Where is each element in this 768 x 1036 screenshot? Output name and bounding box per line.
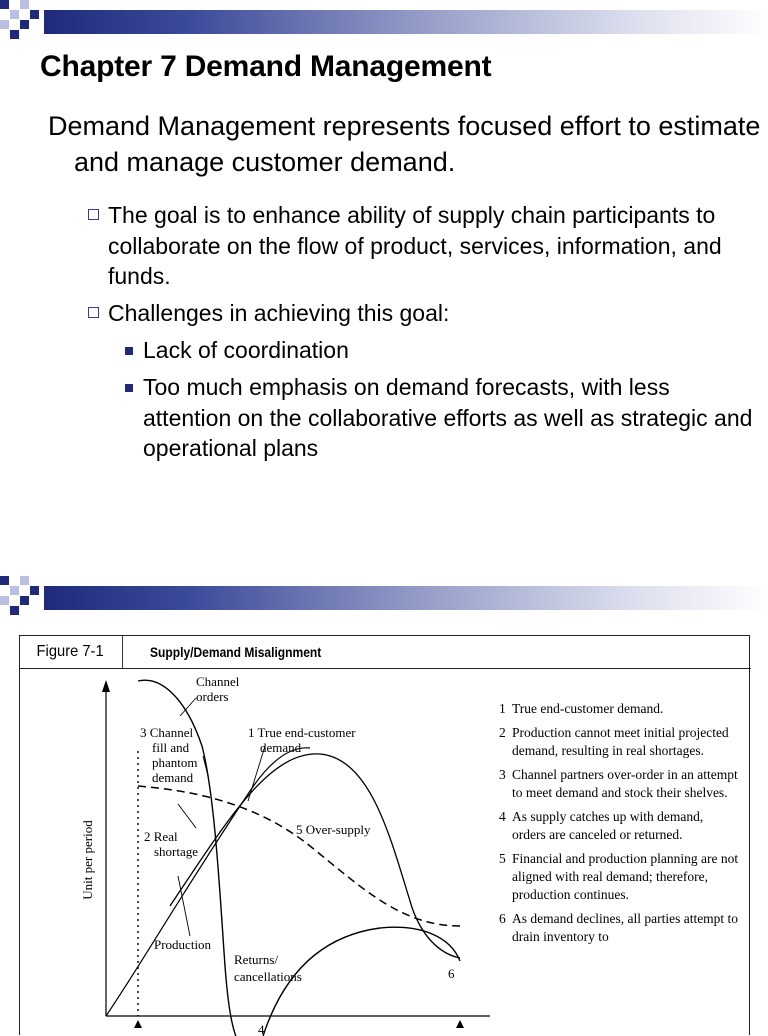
corner-square (30, 586, 39, 595)
corner-square (10, 30, 19, 39)
hollow-square-bullet-icon (88, 307, 99, 318)
legend-number: 4 (499, 809, 506, 824)
legend-item (499, 910, 739, 946)
gradient-strip (44, 586, 768, 610)
figure-title: Supply/Demand Misalignment (150, 644, 322, 660)
sub-bullet-coordination (122, 335, 753, 366)
sub-bullet-forecasts (122, 372, 753, 464)
annotation: 5 Over-supply (296, 822, 371, 837)
supply-demand-diagram (20, 636, 500, 1036)
bullet-challenges (86, 298, 758, 329)
legend-number: 2 (499, 725, 506, 740)
annotation: cancellations (234, 969, 302, 984)
figure-legend (499, 700, 739, 952)
legend-text: Production cannot meet initial projected demand, resulting in real shortages. (512, 725, 729, 758)
corner-square (10, 606, 19, 615)
legend-item (499, 850, 739, 904)
legend-item (499, 766, 739, 802)
sub-bullet-text: Too much emphasis on demand forecasts, with less attention on the collaborative efforts as well as strategic and operational plans (143, 374, 753, 461)
legend-text: As demand declines, all parties attempt to drain inventory to (512, 911, 739, 944)
annotation: Channel (196, 674, 240, 689)
corner-square (0, 576, 9, 585)
bullet-goal (86, 200, 758, 292)
slide-figure-7-1 (0, 576, 768, 1036)
y-axis-label: Unit per period (80, 820, 95, 900)
legend-item (499, 808, 739, 844)
legend-text: As supply catches up with demand, orders are canceled or returned. (512, 809, 704, 842)
filled-square-bullet-icon (125, 347, 133, 355)
figure-number: Figure 7-1 (20, 636, 123, 668)
corner-square (0, 596, 9, 605)
decorative-header-band (0, 576, 768, 632)
annotation: phantom (152, 755, 198, 770)
bullet-text: Challenges in achieving this goal: (108, 300, 450, 326)
annotation: 3 Channel (140, 725, 194, 740)
legend-number: 3 (499, 767, 506, 782)
annotation: 4 (258, 1022, 265, 1036)
legend-item (499, 724, 739, 760)
annotation: shortage (154, 844, 199, 859)
corner-square (30, 10, 39, 19)
hollow-square-bullet-icon (88, 209, 99, 220)
gradient-strip (44, 10, 768, 34)
sub-bullet-text: Lack of coordination (143, 337, 349, 363)
y-axis-arrowhead (102, 680, 110, 692)
filled-square-bullet-icon (125, 384, 133, 392)
corner-square (20, 20, 29, 29)
bullet-text: The goal is to enhance ability of supply chain participants to collaborate on the flow of product, services, information, and funds. (108, 202, 722, 289)
intro-paragraph: Demand Management represents focused effort to estimate and manage customer demand. (48, 111, 761, 177)
corner-square (10, 586, 19, 595)
true-demand-curve (170, 754, 460, 958)
corner-square (0, 0, 9, 9)
legend-text: Channel partners over-order in an attempt to meet demand and stock their shelves. (512, 767, 738, 800)
corner-square (0, 20, 9, 29)
legend-number: 6 (499, 911, 506, 926)
annotation: orders (196, 689, 229, 704)
figure-panel (19, 635, 750, 1035)
annotation: demand (152, 770, 194, 785)
annotation: fill and (152, 740, 190, 755)
slide-title: Chapter 7 Demand Management (40, 50, 492, 83)
annotation: 2 Real (144, 829, 178, 844)
annotation: Returns/ (234, 952, 279, 967)
legend-item (499, 700, 739, 718)
annotation: 1 True end-customer (248, 725, 356, 740)
annotation: demand (260, 740, 302, 755)
leader-line (178, 804, 196, 828)
annotation: 6 (448, 966, 455, 981)
corner-square (20, 576, 29, 585)
corner-square (20, 0, 29, 9)
decorative-header-band (0, 0, 768, 56)
legend-number: 5 (499, 851, 506, 866)
legend-text: True end-customer demand. (512, 701, 664, 716)
annotation: Production (154, 937, 212, 952)
corner-square (20, 596, 29, 605)
axis-marker-icon (456, 1020, 464, 1028)
legend-text: Financial and production planning are not aligned with real demand; therefore, production continues. (512, 851, 739, 902)
legend-number: 1 (499, 701, 506, 716)
axis-marker-icon (134, 1020, 142, 1028)
corner-square (10, 10, 19, 19)
